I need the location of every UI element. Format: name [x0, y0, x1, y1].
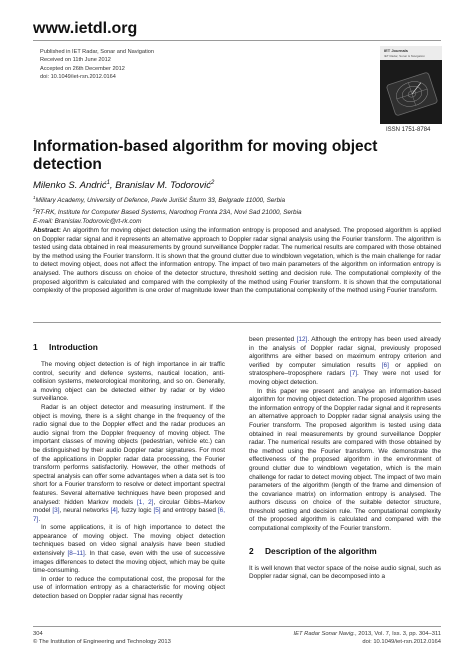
contact-email: E-mail: Branislav.Todorovic@rt-rk.com — [33, 218, 142, 226]
footer-right — [249, 630, 441, 646]
intro-paragraph-6: In this paper we present and analyse an information-based algorithm for moving object detection. The proposed algorithm uses the information entropy of the Doppler radar signal and it represents an alternative approach to Doppler radar signal analysis using the Fourier transform. The proposed algorithm is tested using data obtained in real measurements by ground surveillance Doppler radar. The numerical results are compared with those obtained by the method using the Fourier transform. We demonstrate the effectiveness of the proposed algorithm in the environment of ground clutter due to windblown vegetation, which is the main challenge for radar to detect moving object. The impact of two main parameters of the algorithm (length of the frame and dimension of the covariance matrix) on information entropy is analysed. The authors discuss on choice of the suitable detector structure, threshold setting and decision rule. The computational complexity of the proposed algorithm is calculated and compared with the computational complexity of the Fourier transform. — [249, 387, 441, 533]
footer-left — [33, 630, 171, 646]
journal-volume: , 2013, Vol. 7, Iss. 3, pp. 304–311 — [355, 631, 441, 637]
affiliation-2 — [33, 205, 302, 217]
radar-screen-image — [380, 60, 442, 124]
column-right — [249, 336, 441, 582]
intro-p2-text-4: , fuzzy logic — [117, 507, 154, 515]
accepted-date: Accepted on 26th December 2012 — [40, 65, 125, 72]
author-1: Milenko S. Andrić — [33, 180, 107, 192]
abstract-divider — [33, 322, 441, 323]
title-line-1: Information-based algorithm for moving object — [33, 138, 378, 155]
author-list — [33, 180, 214, 191]
intro-p3-text: In some applications, it is of high importance to detect the appearance of moving object. The moving object detection techniques based on video signal analysis have been studied extensively — [33, 524, 225, 558]
abstract — [33, 227, 441, 296]
paper-title — [33, 138, 433, 174]
author-separator: , — [109, 180, 116, 192]
copyright: © The Institution of Engineering and Technology 2013 — [33, 639, 171, 645]
author-2: Branislav M. Todorović — [115, 180, 211, 192]
section-2-paragraph-1: It is well known that vector space of the noise audio signal, such as Doppler radar signal, can be decomposed into a — [249, 564, 441, 581]
section-2-heading — [249, 546, 441, 556]
journal-name: IET Radar Sonar Navig. — [293, 631, 356, 637]
section-1-number: 1 — [33, 342, 38, 352]
intro-p5-text: been presented — [249, 336, 297, 343]
intro-p3-end: . In that case, even with the use of successive images differences to detect the moving object, which may be quite time-consuming. — [33, 550, 226, 575]
affiliation-1-text: Military Academy, University of Defence, Pavle Jurišić Šturm 33, Belgrade 11000, Serbia — [35, 197, 286, 205]
section-1-title: Introduction — [49, 342, 98, 352]
affiliation-1 — [33, 193, 302, 205]
intro-paragraph-4: In order to reduce the computational cost, the proposal for the use of information entropy as a characteristic for moving object detection based on Doppler radar signal has recently — [33, 575, 225, 601]
intro-p5-end: . They were not used for moving object detection. — [249, 370, 441, 386]
journal-citation — [249, 630, 441, 638]
footer-divider — [33, 626, 441, 627]
citation-8-11[interactable]: [8–11] — [67, 550, 85, 558]
abstract-label: Abstract: — [33, 227, 62, 234]
affiliations — [33, 193, 302, 226]
intro-paragraph-3 — [33, 524, 225, 576]
citation-4[interactable]: [4] — [110, 507, 118, 515]
citation-5[interactable]: [5] — [153, 507, 161, 515]
cover-brand: IET Journals — [384, 48, 409, 53]
citation-6[interactable]: [6] — [381, 361, 389, 369]
section-1-heading — [33, 342, 225, 352]
intro-p2-end: . — [38, 515, 41, 523]
journal-cover-thumbnail — [380, 46, 442, 124]
intro-p2-text-3: , neural networks — [59, 507, 111, 515]
section-2-number: 2 — [249, 545, 254, 556]
header-divider — [33, 40, 441, 41]
intro-paragraph-5 — [249, 336, 441, 388]
intro-p2-text-2: , circular Gibbs–Markov model — [33, 498, 225, 515]
intro-p5-text-2: . Although the entropy has been used already in the analysis of Doppler radar signal, previously proposed algorithms are either based on maximum entropy criterion and verified by computer simulation results — [249, 336, 441, 369]
citation-1-2[interactable]: [1, 2] — [137, 498, 154, 506]
citation-12[interactable]: [12] — [296, 336, 308, 343]
affiliation-2-text: RT-RK, Institute for Computer Based Systems, Narodnog Fronta 23A, Novi Sad 21000, Serbia — [35, 209, 302, 217]
published-in: Published in IET Radar, Sonar and Navigation — [40, 49, 155, 55]
section-2-title: Description of the algorithm — [265, 545, 377, 556]
cover-header — [380, 46, 442, 60]
abstract-text: An algorithm for moving object detection using the information entropy is proposed and analysed. The proposed algorithm is applied on Doppler radar signal and it represents an alternative approach to Doppler radar signal analysis using the Fourier transform. The algorithm is tested using data obtained in real measurements by ground surveillance Doppler radar. The numerical results are compared with those obtained by the method using the Fourier transform. It is shown that the ground clutter due to windblown vegetation, which is the main challenge for radar to detect moving object, does not affect the information entropy. The impact of two main parameters of the algorithm on information entropy is analysed. The authors discuss on choice of the detector structure, threshold setting and decision rule. The computational complexity of the proposed algorithm is calculated and compared with the complexity of the method using Fourier transform. It is shown that the computational complexity of the proposed algorithm is one order of magnitude lower than the computational complexity of the method using Fourier transform. — [33, 227, 441, 295]
citation-6-7[interactable]: [6, 7] — [33, 507, 225, 523]
publication-info — [40, 48, 154, 82]
intro-paragraph-1: The moving object detection is of high importance in air traffic control, security and defence systems, nautical location, anti-collision systems, meteorological monitoring, and so on. Generally, a moving object can be detected either by radar or by video surveillance. — [33, 361, 225, 403]
page-number: 304 — [33, 631, 43, 637]
received-date: Received on 11th June 2012 — [40, 57, 111, 64]
author-2-affil-mark: 2 — [210, 180, 215, 186]
title-line-2: detection — [33, 156, 102, 173]
issn: ISSN 1751-8784 — [386, 127, 431, 133]
intro-p2-text: Radar is an object detector and measuring instrument. If the object is moving, there is a slight change in the frequency of the radio signal due to the Doppler effect and the radar produces an audio signal from the Doppler frequency of moving object. The important classes of moving objects (pedestrian, vehicle etc.) can be distinguished by their audio Doppler radar signatures. For most of the applications in Doppler radar data processing, the Fourier transform performs satisfactorily. However, the other methods of spectral analysis can offer some advantages when a data set is too short for a Fourier transform to resolve or detect important spectral features. Several alternative techniques have been proposed and analysed: hidden Markov models — [33, 403, 225, 506]
site-url[interactable]: www.ietdl.org — [33, 20, 138, 37]
doi: doi: 10.1049/iet-rsn.2012.0164 — [40, 74, 116, 81]
citation-7[interactable]: [7] — [349, 370, 358, 378]
intro-p2-text-5: and entropy based — [160, 507, 218, 515]
footer-doi: doi: 10.1049/iet-rsn.2012.0164 — [362, 639, 441, 645]
citation-3[interactable]: [3] — [52, 507, 60, 515]
intro-p5-text-3: or applied on stratosphere–troposphere radars — [249, 361, 441, 378]
cover-title: IET Radar, Sonar & Navigation — [384, 54, 425, 58]
intro-paragraph-2 — [33, 404, 225, 524]
column-left — [33, 336, 225, 602]
author-1-affil-mark: 1 — [106, 180, 110, 186]
affiliation-2-mark: 2 — [33, 207, 36, 213]
affiliation-1-mark: 1 — [33, 195, 36, 200]
